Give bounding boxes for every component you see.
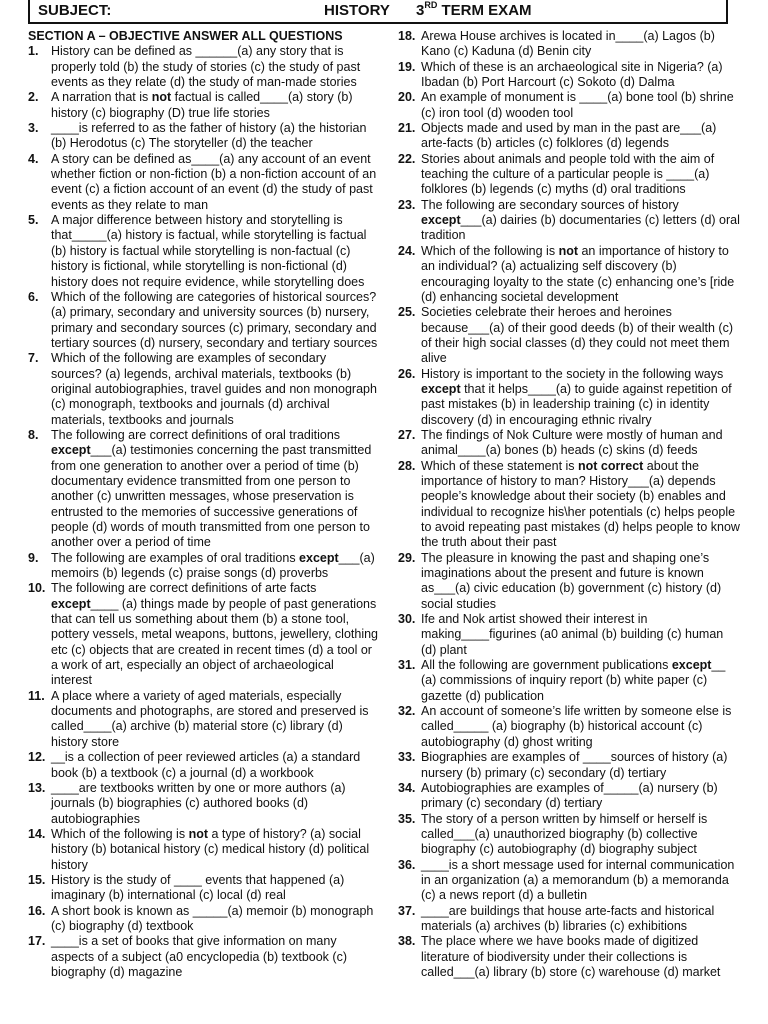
question-text-segment: Stories about animals and people told with the aim of teaching the culture of a particular people is ____(a) folklores (b) legends (c) myths (d) oral traditions [421, 151, 715, 197]
question-number: 6. [28, 289, 39, 304]
question-number: 31. [398, 658, 416, 673]
question-number: 5. [28, 213, 39, 228]
question-item [398, 152, 741, 198]
question-item [28, 290, 378, 351]
question-text [421, 244, 741, 305]
question-number: 21. [398, 121, 416, 136]
question-text [51, 351, 378, 428]
question-text [51, 428, 378, 551]
emphasis-text: except [421, 213, 461, 228]
question-item [398, 29, 741, 60]
emphasis-text: not correct [578, 458, 644, 473]
question-number: 30. [398, 612, 416, 627]
question-number: 13. [28, 780, 46, 795]
question-number: 14. [28, 826, 46, 841]
term-number: 3 [416, 2, 425, 19]
question-text-segment: A narration that is [51, 90, 152, 105]
question-text [51, 44, 378, 90]
question-text-segment: ___(a) dairies (b) documentaries (c) letters (d) oral tradition [421, 213, 740, 243]
question-number: 18. [398, 29, 416, 43]
question-text-segment: Which of these statement is [421, 458, 579, 473]
question-item [28, 152, 378, 213]
emphasis-text: except [671, 658, 712, 673]
question-text [421, 60, 741, 91]
question-item [28, 904, 378, 935]
question-item [398, 904, 741, 935]
question-text-segment: ____is a set of books that give information on many aspects of a subject (a0 encyclopedia (b) textbook (c) biography (d) magazine [51, 934, 347, 979]
question-text-segment: Which of the following are examples of secondary sources? (a) legends, archival materials, textbooks (b) original autobiographies, travel guides and non monograph (c) monograph, textbooks and journals (d) archival materials, textbooks and journals [51, 351, 377, 427]
question-text [421, 459, 741, 551]
emphasis-text: except [51, 443, 91, 458]
question-number: 16. [28, 903, 46, 918]
emphasis-text: not [151, 90, 172, 105]
question-text [51, 904, 378, 935]
question-text-segment: The place where we have books made of digitized literature of biodiversity under their collections is called___(a) library (b) store (c) warehouse (d) market [421, 934, 721, 979]
subject-value: HISTORY [324, 2, 390, 19]
question-text-segment: The following are examples of oral traditions [51, 550, 300, 565]
question-item [398, 428, 741, 459]
question-number: 37. [398, 903, 416, 918]
question-text [421, 658, 741, 704]
question-text [51, 213, 378, 290]
question-number: 7. [28, 351, 39, 366]
question-text-segment: Which of the following are categories of historical sources? (a) primary, secondary and university sources (b) nursery, primary and secondary sources (c) primary, secondary and tertiary sources (d) nursery, secondary and tertiary sources [51, 289, 378, 350]
term-label: TERM EXAM [441, 2, 532, 19]
question-number: 9. [28, 550, 39, 565]
question-text-segment: A short book is known as _____(a) memoir (b) monograph (c) biography (d) textbook [51, 903, 374, 933]
question-number: 4. [28, 151, 39, 166]
question-text [51, 934, 378, 980]
question-item [28, 428, 378, 551]
question-item [398, 812, 741, 858]
question-text [421, 367, 741, 428]
question-number: 3. [28, 121, 39, 136]
right-column [398, 29, 741, 980]
question-text-segment: Biographies are examples of ____sources of history (a) nursery (b) primary (c) secondary (d) tertiary [421, 750, 728, 780]
question-item [28, 689, 378, 750]
question-item [28, 581, 378, 688]
term-suffix: RD [424, 0, 438, 10]
emphasis-text: except [299, 550, 339, 565]
question-text [421, 781, 741, 812]
question-text [421, 29, 741, 60]
term-title [416, 2, 532, 19]
question-text-segment: Ife and Nok artist showed their interest in making____figurines (a0 animal (b) building (c) human (d) plant [421, 612, 724, 657]
question-text-segment: ___(a) memoirs (b) legends (c) praise songs (d) proverbs [51, 550, 375, 581]
question-item [398, 934, 741, 980]
question-number: 25. [398, 305, 416, 320]
question-text [51, 581, 378, 688]
question-text-segment: History is the study of ____ events that happened (a) imaginary (b) international (c) local (d) real [51, 872, 345, 903]
question-item [28, 551, 378, 582]
question-text-segment: ____ (a) things made by people of past generations that can tell us something about them (b) a stone tool, pottery vessels, metal weapons, buttons, jewellery, clothing etc (c) objects that are created in recent times (d) a tool or a work of art, especially an object of archaeological interest [51, 596, 379, 688]
question-item [398, 60, 741, 91]
question-text [421, 904, 741, 935]
question-item [398, 551, 741, 612]
question-item [398, 750, 741, 781]
question-item [28, 213, 378, 290]
question-text-segment: History can be defined as ______(a) any story that is properly told (b) the study of stories (c) the study of past events as they relate (d) the study of man-made stories [51, 44, 361, 90]
question-text-segment: __ (a) commissions of inquiry report (b) white paper (c) gazette (d) publication [421, 658, 726, 703]
question-item [28, 934, 378, 980]
question-item [28, 121, 378, 152]
subject-label: SUBJECT: [38, 2, 112, 19]
question-text [421, 704, 741, 750]
question-text [51, 551, 378, 582]
question-text-segment: Which of these is an archaeological site in Nigeria? (a) Ibadan (b) Port Harcourt (c) Sokoto (d) Dalma [421, 59, 723, 90]
question-number: 23. [398, 197, 416, 212]
question-item [398, 198, 741, 244]
question-text [51, 689, 378, 750]
question-number: 19. [398, 59, 416, 74]
question-item [398, 121, 741, 152]
question-text-segment: The pleasure in knowing the past and shaping one’s imaginations about the present and future is known as___(a) civic education (b) government (c) history (d) social studies [421, 550, 722, 611]
question-text-segment: an importance of history to an individual? (a) actualizing self discovery (b) encouraging loyalty to the state (c) enhancing one’s [ride (d) enhancing societal development [421, 243, 735, 304]
question-number: 10. [28, 581, 46, 596]
question-text [421, 121, 741, 152]
question-text [421, 305, 741, 366]
question-item [398, 704, 741, 750]
question-text [51, 827, 378, 873]
question-text [51, 90, 378, 121]
question-text-segment: The findings of Nok Culture were mostly of human and animal____(a) bones (b) heads (c) skins (d) feeds [421, 427, 723, 458]
question-text [421, 551, 741, 612]
question-text [421, 612, 741, 658]
question-number: 24. [398, 243, 416, 258]
question-text-segment: factual is called____(a) story (b) history (c) biography (D) true life stories [51, 90, 353, 120]
question-text-segment: that it helps____(a) to guide against repetition of past mistakes (b) in leadership training (c) in identity discovery (d) in encouraging ethnic rivalry [421, 381, 732, 427]
question-item [28, 44, 378, 90]
question-text [421, 750, 741, 781]
question-item [398, 612, 741, 658]
question-text [421, 812, 741, 858]
question-text [421, 428, 741, 459]
question-text [51, 750, 378, 781]
question-text-segment: Autobiographies are examples of_____(a) nursery (b) primary (c) secondary (d) tertiary [421, 780, 718, 811]
question-item [28, 781, 378, 827]
question-text-segment: Objects made and used by man in the past are___(a) arte-facts (b) articles (c) folklores (d) legends [421, 121, 717, 151]
question-text-segment: ___(a) testimonies concerning the past transmitted from one generation to another over a period of time (b) documentary evidence transmitted from one person to another (c) unwritten messages, whose preservation is entrusted to the memories of successive generations of people (d) words of mouth transmitted from one person to another over a period of time [51, 443, 372, 550]
question-text-segment: The following are correct definitions of oral traditions [51, 427, 341, 442]
question-text-segment: about the importance of history to man? History___(a) depends people’s knowledge about their society (b) enables and individual to recognize his\her potentials (c) helps people to avoid repeating past mistakes (d) helps people to know the truth about their past [421, 458, 740, 550]
question-item [398, 305, 741, 366]
question-text [51, 290, 378, 351]
question-number: 36. [398, 857, 416, 872]
question-number: 12. [28, 750, 46, 765]
question-text [421, 198, 741, 244]
question-number: 8. [28, 427, 39, 442]
question-number: 20. [398, 90, 416, 105]
question-text [51, 873, 378, 904]
question-item [28, 90, 378, 121]
question-item [398, 658, 741, 704]
emphasis-text: not [188, 826, 208, 841]
question-text-segment: ____are textbooks written by one or more authors (a) journals (b) biographies (c) authored books (d) autobiographies [51, 780, 346, 826]
question-item [398, 367, 741, 428]
emphasis-text: except [421, 381, 461, 396]
question-text-segment: The following are correct definitions of arte facts [51, 581, 317, 596]
question-text-segment: Which of the following is [421, 243, 559, 258]
question-item [398, 244, 741, 305]
question-number: 1. [28, 44, 39, 59]
emphasis-text: not [558, 243, 578, 258]
question-text-segment: The following are secondary sources of history [421, 197, 679, 212]
question-text-segment: __is a collection of peer reviewed articles (a) a standard book (b) a textbook (c) a journal (d) a workbook [51, 750, 361, 780]
question-text [421, 152, 741, 198]
question-text-segment: Societies celebrate their heroes and heroines because___(a) of their good deeds (b) of their wealth (c) of their high social classes (d) they could not meet them alive [421, 305, 733, 366]
question-text [51, 121, 378, 152]
question-number: 32. [398, 704, 416, 719]
question-text-segment: A place where a variety of aged materials, especially documents and photographs, are stored and preserved is called____(a) archive (b) material store (c) library (d) history store [51, 688, 369, 749]
question-number: 26. [398, 366, 416, 381]
left-column [28, 29, 378, 980]
emphasis-text: except [51, 596, 91, 611]
question-text-segment: Which of the following is [51, 826, 189, 841]
question-text-segment: A major difference between history and storytelling is that_____(a) history is factual, while storytelling is factual (b) history is factual while storytelling is non-factual (c) history is fictional, while storytelling is non-fictional (d) history does not require evidence, while storytelling does [51, 213, 367, 289]
question-item [398, 858, 741, 904]
question-text [421, 90, 741, 121]
question-number: 17. [28, 934, 46, 949]
question-number: 38. [398, 934, 416, 949]
question-item [398, 90, 741, 121]
question-text [51, 152, 378, 213]
question-number: 11. [28, 688, 45, 703]
question-text-segment: An example of monument is ____(a) bone tool (b) shrine (c) iron tool (d) wooden tool [421, 90, 734, 120]
question-text [421, 934, 741, 980]
question-text-segment: ____is a short message used for internal communication in an organization (a) a memorandum (b) a memoranda (c) a news report (d) a bulletin [421, 857, 735, 903]
section-title: SECTION A – OBJECTIVE ANSWER ALL QUESTIONS [28, 29, 343, 43]
question-number: 29. [398, 550, 416, 565]
question-number: 35. [398, 811, 416, 826]
question-text [421, 858, 741, 904]
question-number: 22. [398, 151, 416, 166]
question-text-segment: History is important to the society in the following ways [421, 366, 724, 381]
question-text-segment: ____is referred to as the father of history (a) the historian (b) Herodotus (c) The storyteller (d) the teacher [51, 121, 367, 151]
question-item [398, 459, 741, 551]
question-text-segment: Arewa House archives is located in____(a) Lagos (b) Kano (c) Kaduna (d) Benin city [421, 29, 715, 59]
exam-header [28, 0, 728, 24]
question-number: 33. [398, 750, 416, 765]
question-text-segment: The story of a person written by himself or herself is called___(a) unauthorized biography (b) collective biography (c) autobiography (d) biography subject [421, 811, 708, 857]
question-text-segment: All the following are government publications [421, 658, 672, 673]
question-item [28, 827, 378, 873]
question-item [28, 351, 378, 428]
question-number: 27. [398, 427, 416, 442]
question-text-segment: a type of history? (a) social history (b) botanical history (c) medical history (d) political history [51, 826, 370, 872]
question-item [28, 750, 378, 781]
question-number: 34. [398, 780, 416, 795]
question-number: 15. [28, 872, 46, 887]
question-text-segment: ____are buildings that house arte-facts and historical materials (a) archives (b) libraries (c) exhibitions [421, 903, 715, 933]
question-number: 2. [28, 90, 39, 105]
question-number: 28. [398, 458, 416, 473]
question-item [28, 873, 378, 904]
question-text [51, 781, 378, 827]
question-item [398, 781, 741, 812]
question-text-segment: A story can be defined as____(a) any account of an event whether fiction or non-fiction (b) a non-fiction account of an event (c) a fiction account of an event (d) the study of past events as they relate to man [51, 151, 377, 212]
question-text-segment: An account of someone’s life written by someone else is called_____ (a) biography (b) historical account (c) autobiography (d) ghost writing [421, 704, 732, 749]
